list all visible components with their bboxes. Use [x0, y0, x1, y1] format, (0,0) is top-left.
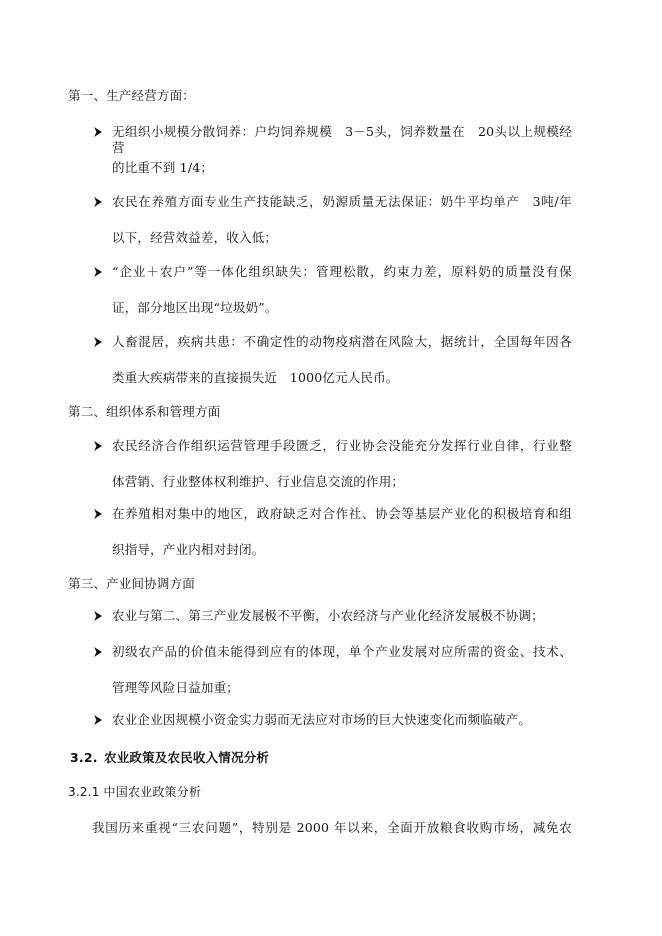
- paragraph-text: 我国历来重视“三农问题”，特别是 2000 年以来，全面开放粮食收购市场，减免农: [92, 820, 572, 835]
- bullet-text: “企业＋农户”等一体化组织缺失：管理松散，约束力差，原料奶的质量没有保: [112, 264, 572, 279]
- arrow-bullet-icon: [92, 610, 104, 622]
- section-title: 农业政策及农民收入情况分析: [104, 750, 270, 765]
- bullet-text: 无组织小规模分散饲养：户均饲养规模 3－5头，饲养数量在 20头以上规模经营: [112, 124, 572, 155]
- section-number: 3.2.: [70, 750, 98, 765]
- section-heading-production: 第一、生产经营方面：: [68, 88, 196, 103]
- arrow-bullet-icon: [92, 508, 104, 520]
- section-heading-coordination: 第三、产业间协调方面: [68, 576, 196, 591]
- arrow-bullet-icon: [92, 196, 104, 208]
- bullet-text: 人畜混居，疾病共患：不确定性的动物疫病潜在风险大，据统计，全国每年因各: [112, 334, 572, 349]
- bullet-text-continued: 以下，经营效益差，收入低；: [112, 230, 278, 245]
- bullet-text-continued: 织指导，产业内相对封闭。: [112, 542, 265, 557]
- arrow-bullet-icon: [92, 440, 104, 452]
- arrow-bullet-icon: [92, 126, 104, 138]
- bullet-text-continued: 体营销、行业整体权利维护、行业信息交流的作用；: [112, 474, 405, 489]
- bullet-text: 农业与第二、第三产业发展极不平衡，小农经济与产业化经济发展极不协调；: [112, 608, 544, 623]
- bullet-text: 农民在养殖方面专业生产技能缺乏，奶源质量无法保证：奶牛平均单产 3吨/年: [112, 194, 572, 209]
- bullet-text: 在养殖相对集中的地区，政府缺乏对合作社、协会等基层产业化的积极培育和组: [112, 506, 572, 521]
- bullet-text: 农业企业因规模小资金实力弱而无法应对市场的巨大快速变化而频临破产。: [112, 712, 532, 727]
- section-heading-organization: 第二、组织体系和管理方面: [68, 404, 221, 419]
- subsection-title: 3.2.1 中国农业政策分析: [68, 785, 202, 799]
- arrow-bullet-icon: [92, 646, 104, 658]
- arrow-bullet-icon: [92, 266, 104, 278]
- bullet-text: 初级农产品的价值未能得到应有的体现，单个产业发展对应所需的资金、技术、: [112, 644, 572, 659]
- bullet-text-continued: 的比重不到 1/4；: [112, 160, 214, 175]
- bullet-text-continued: 管理等风险日益加重；: [112, 680, 240, 695]
- bullet-text: 农民经济合作组织运营管理手段匮乏，行业协会没能充分发挥行业自律，行业整: [112, 438, 572, 453]
- arrow-bullet-icon: [92, 336, 104, 348]
- bullet-text-continued: 类重大疾病带来的直接损失近 1000亿元人民币。: [112, 370, 399, 385]
- bullet-text-continued: 证，部分地区出现“垃圾奶”。: [112, 300, 278, 315]
- arrow-bullet-icon: [92, 714, 104, 726]
